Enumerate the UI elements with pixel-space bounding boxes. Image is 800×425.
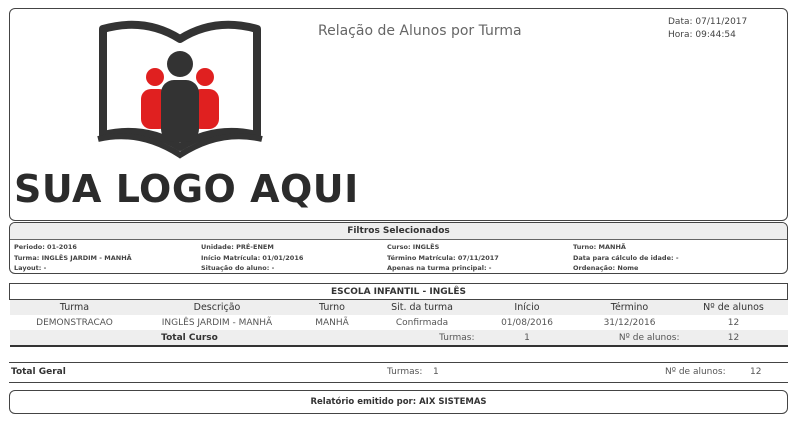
cell: 31/12/2016 xyxy=(603,317,656,328)
cell: DEMONSTRACAO xyxy=(36,317,113,328)
table-caption: ESCOLA INFANTIL - INGLÊS xyxy=(10,284,788,300)
filter-item: Layout: - xyxy=(14,264,47,272)
report-date: Data: 07/11/2017 xyxy=(668,17,748,27)
col-termino: Término xyxy=(580,300,680,316)
turmas-value: 1 xyxy=(475,330,580,346)
total-curso-row xyxy=(10,330,788,346)
alunos-value: 12 xyxy=(750,367,762,377)
filter-item: Situação do aluno: - xyxy=(201,264,275,272)
table-header-row xyxy=(10,300,788,316)
filter-item: Apenas na turma principal: - xyxy=(387,264,492,272)
logo-book-people-icon xyxy=(95,17,265,162)
total-geral-label: Total Geral xyxy=(11,367,66,377)
filters-title: Filtros Selecionados xyxy=(10,223,787,240)
cell: 12 xyxy=(727,317,740,328)
alunos-value: 12 xyxy=(680,330,788,346)
report-time: Hora: 09:44:54 xyxy=(668,30,736,40)
filter-item: Curso: INGLÊS xyxy=(387,243,440,251)
table-row xyxy=(10,315,788,330)
col-situacao: Sit. da turma xyxy=(370,300,475,316)
report-header xyxy=(9,8,788,221)
cell: MANHÃ xyxy=(315,317,349,328)
filter-item: Turma: INGLÊS JARDIM - MANHÃ xyxy=(14,253,132,262)
logo-text: SUA LOGO AQUI xyxy=(14,167,359,211)
class-table xyxy=(9,283,788,347)
turmas-value: 1 xyxy=(433,367,439,377)
filter-item: Unidade: PRÉ-ENEM xyxy=(201,243,274,251)
filter-item: Periodo: 01-2016 xyxy=(14,243,77,251)
turmas-label: Turmas: xyxy=(387,367,423,377)
report-datetime xyxy=(668,16,747,42)
filters-panel xyxy=(9,222,788,274)
cell: 01/08/2016 xyxy=(501,317,553,328)
turmas-label: Turmas: xyxy=(370,330,475,346)
alunos-label: Nº de alunos: xyxy=(580,330,680,346)
cell: Confirmada xyxy=(395,317,449,328)
alunos-label: Nº de alunos: xyxy=(665,367,726,377)
report-footer: Relatório emitido por: AIX SISTEMAS xyxy=(9,390,788,414)
report-title: Relação de Alunos por Turma xyxy=(318,23,522,39)
filter-item: Ordenação: Nome xyxy=(573,264,639,272)
filter-item: Término Matrícula: 07/11/2017 xyxy=(387,253,499,262)
col-inicio: Início xyxy=(475,300,580,316)
total-curso-label: Total Curso xyxy=(10,330,370,346)
col-alunos: Nº de alunos xyxy=(680,300,788,316)
col-turma: Turma xyxy=(10,300,140,316)
filter-item: Turno: MANHÃ xyxy=(573,243,626,251)
filter-item: Data para cálculo de idade: - xyxy=(573,253,679,262)
col-turno: Turno xyxy=(295,300,370,316)
filter-item: Início Matrícula: 01/01/2016 xyxy=(201,253,304,262)
col-descricao: Descrição xyxy=(140,300,295,316)
cell: INGLÊS JARDIM - MANHÃ xyxy=(161,317,273,328)
total-geral-row xyxy=(9,362,788,383)
